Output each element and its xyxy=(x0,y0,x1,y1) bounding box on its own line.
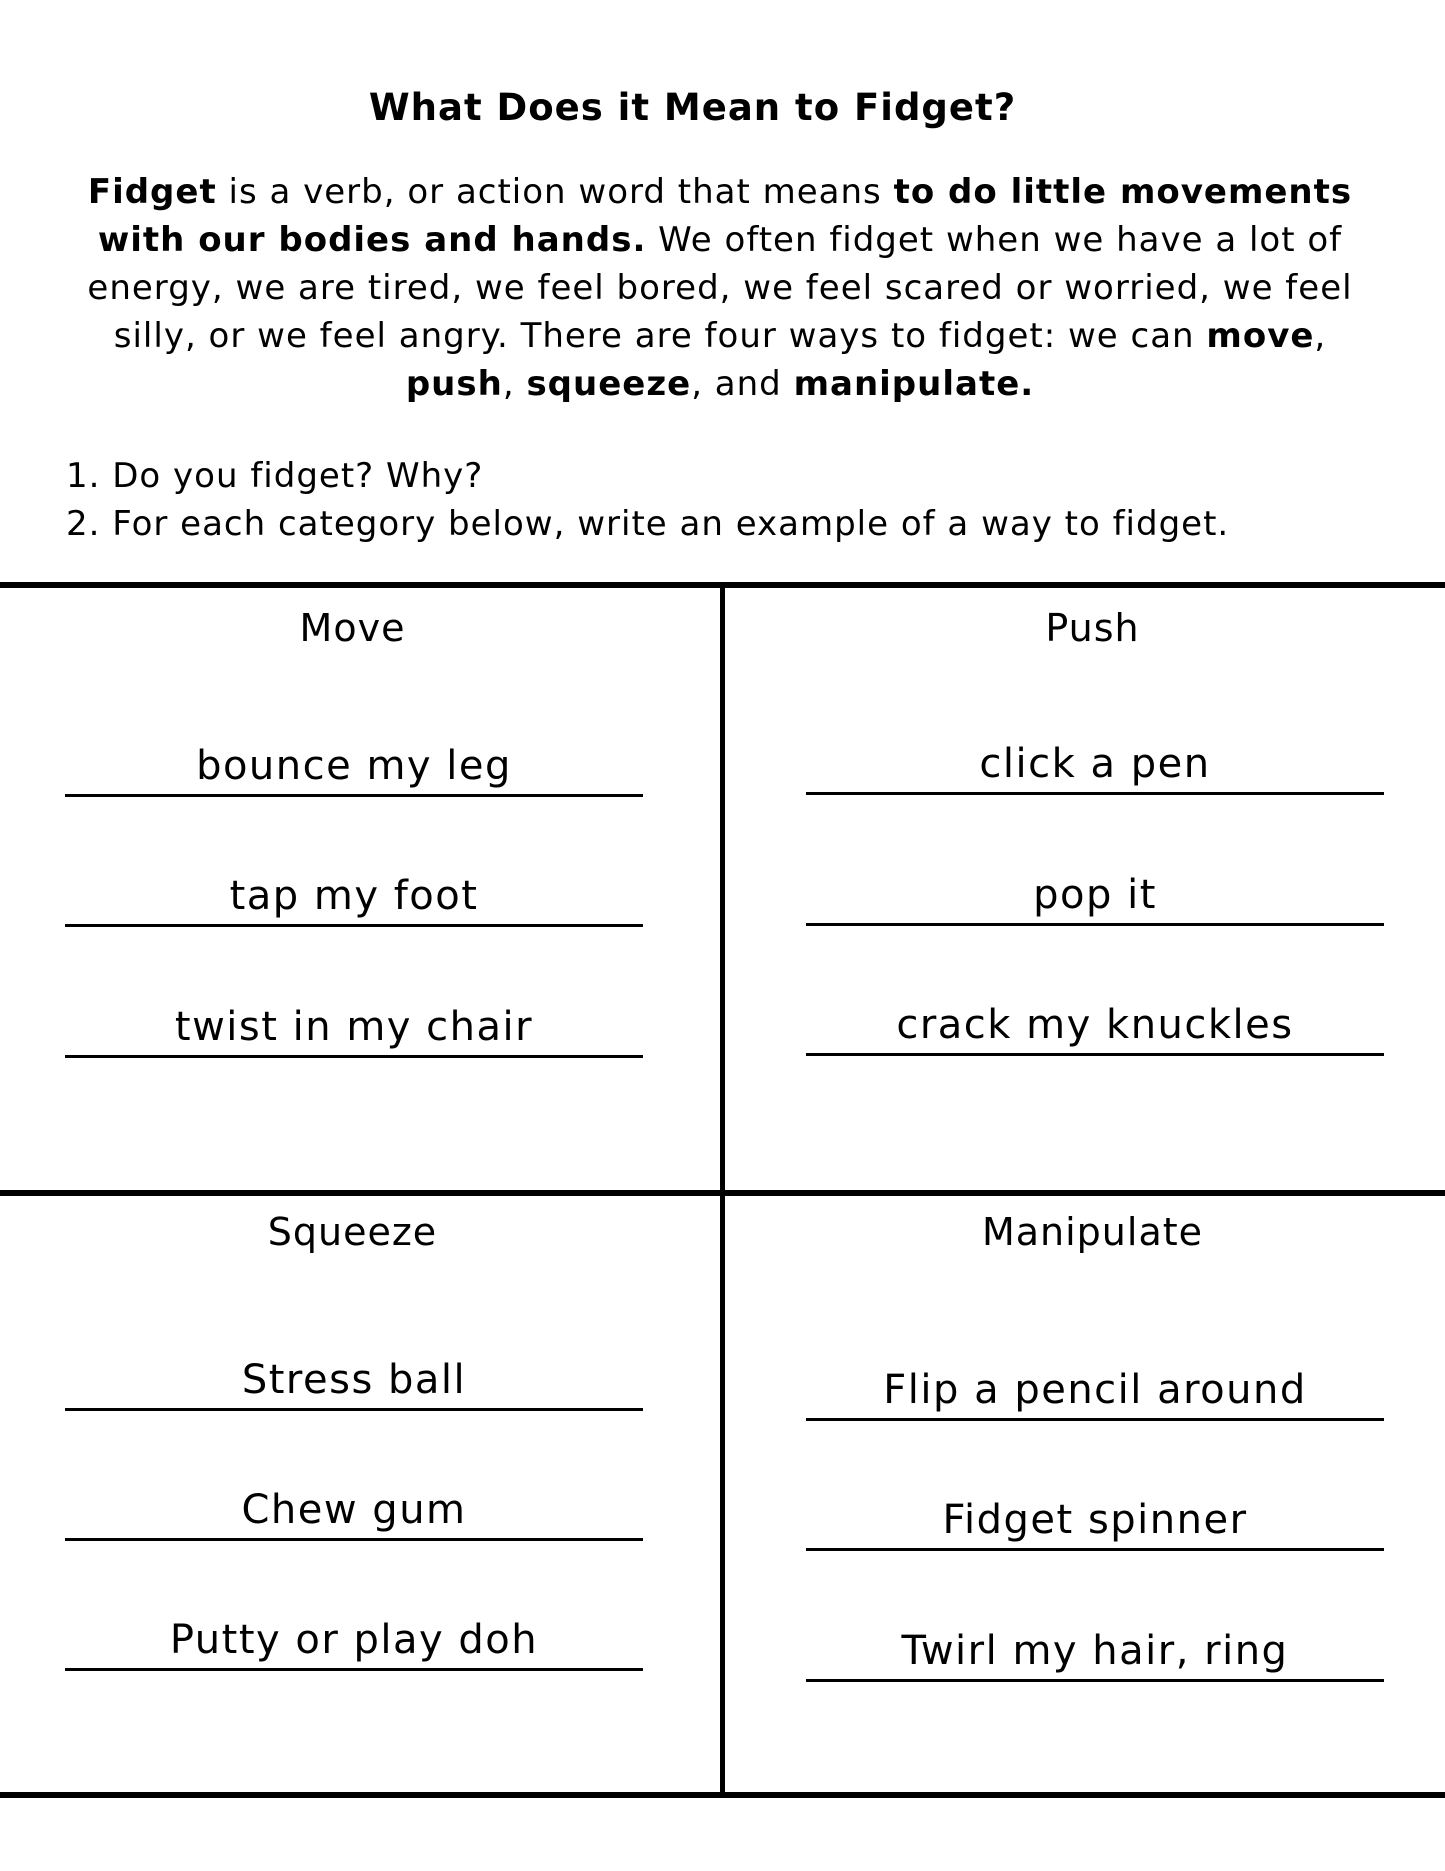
category-title-move: Move xyxy=(299,606,406,650)
answer-line[interactable]: Putty or play doh xyxy=(65,1616,643,1671)
intro-sep-3: , and xyxy=(691,364,794,404)
intro-way-squeeze: squeeze xyxy=(526,364,692,404)
question-1: 1. Do you fidget? Why? xyxy=(66,456,484,496)
intro-sep-1: , xyxy=(1314,316,1327,356)
question-list xyxy=(66,452,1229,548)
intro-text-2: We often fidget when we have a lot of energy, we are tired, we feel bored, we feel scared or worried, we feel silly, or we feel angry. There are four ways to fidget: we can xyxy=(87,220,1353,356)
intro-way-move: move xyxy=(1206,316,1315,356)
intro-definition: to do little movements with our bodies and hands. xyxy=(97,172,1353,260)
question-2: 2. For each category below, write an example of a way to fidget. xyxy=(66,504,1230,544)
category-title-squeeze: Squeeze xyxy=(267,1210,438,1254)
answer-line[interactable]: crack my knuckles xyxy=(806,1001,1384,1056)
intro-way-manipulate: manipulate. xyxy=(793,364,1035,404)
answer-line[interactable]: Stress ball xyxy=(65,1356,643,1411)
intro-text-1: is a verb, or action word that means xyxy=(216,172,894,212)
answer-line[interactable]: Fidget spinner xyxy=(806,1496,1384,1551)
intro-term: Fidget xyxy=(87,172,217,212)
worksheet-title: What Does it Mean to Fidget? xyxy=(368,86,1017,129)
answer-line[interactable]: Twirl my hair, ring xyxy=(806,1627,1384,1682)
answer-line[interactable]: Chew gum xyxy=(65,1486,643,1541)
answer-line[interactable]: twist in my chair xyxy=(65,1003,643,1058)
intro-paragraph xyxy=(75,168,1365,408)
answer-line[interactable]: pop it xyxy=(806,871,1384,926)
answer-line[interactable]: click a pen xyxy=(806,740,1384,795)
category-title-manipulate: Manipulate xyxy=(981,1210,1204,1254)
intro-sep-2: , xyxy=(502,364,527,404)
grid-vertical-divider xyxy=(720,582,725,1798)
category-title-push: Push xyxy=(1045,606,1140,650)
intro-way-push: push xyxy=(405,364,503,404)
answer-line[interactable]: bounce my leg xyxy=(65,742,643,797)
answer-line[interactable]: tap my foot xyxy=(65,872,643,927)
answer-line[interactable]: Flip a pencil around xyxy=(806,1366,1384,1421)
